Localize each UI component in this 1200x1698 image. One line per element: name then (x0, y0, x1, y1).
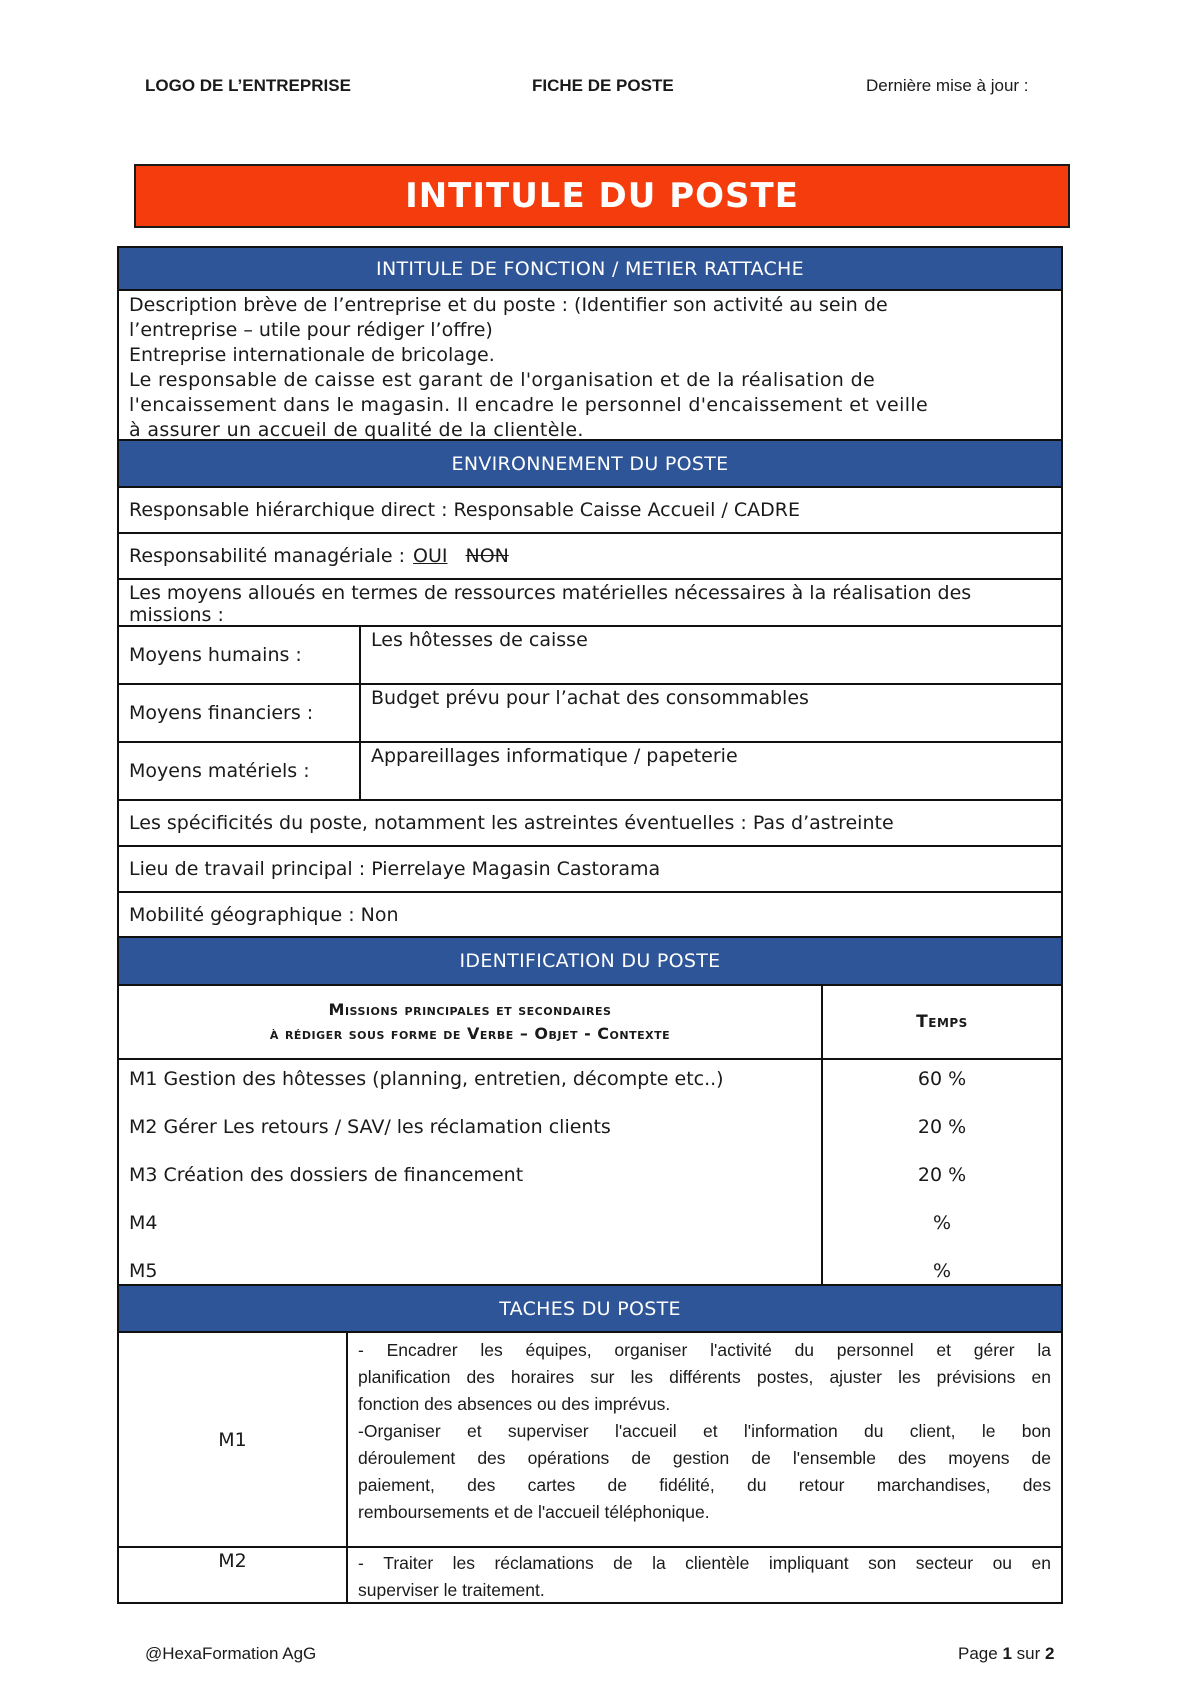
section-taches: TACHES DU POSTE (117, 1286, 1063, 1333)
job-specifics: Les spécificités du poste, notamment les astreintes éventuelles : Pas d’astreinte (117, 801, 1063, 847)
resource-label: Moyens humains : (119, 627, 361, 683)
mission-time: % (932, 1260, 952, 1282)
task-word: de (613, 1553, 633, 1573)
task-line: fonction des absences ou des imprévus. (358, 1394, 671, 1414)
task-word: les (480, 1340, 503, 1360)
page-mid: sur (1016, 1644, 1041, 1663)
managerial-yes: OUI (413, 545, 448, 567)
task-line (358, 1445, 1051, 1472)
task-word: des (897, 1448, 927, 1468)
resources-intro: Les moyens alloués en termes de ressources matérielles nécessaires à la réalisation des missions : (117, 580, 1063, 627)
resource-value: Budget prévu pour l’achat des consommables (371, 687, 809, 709)
task-word: des (1022, 1475, 1051, 1495)
task-word: et (466, 1421, 482, 1441)
resource-label: Moyens financiers : (119, 685, 361, 741)
document-title: FICHE DE POSTE (532, 76, 674, 95)
missions-header-title: Missions principales et secondaires (328, 1000, 612, 1019)
task-word: Encadrer (386, 1340, 458, 1360)
task-word: et (936, 1340, 952, 1360)
description-line: Entreprise internationale de bricolage. (129, 344, 495, 366)
task-word: planification (358, 1367, 451, 1387)
task-word: ou (992, 1553, 1013, 1573)
task-word: le (981, 1421, 996, 1441)
managerial-responsibility (117, 534, 1063, 580)
task-label: M1 (119, 1333, 348, 1546)
resource-row (117, 627, 1063, 685)
section-identification: IDENTIFICATION DU POSTE (117, 938, 1063, 986)
task-word: du (794, 1340, 815, 1360)
task-word: les (630, 1367, 653, 1387)
task-word: des (466, 1367, 495, 1387)
logo-placeholder: LOGO DE L’ENTREPRISE (145, 76, 351, 95)
mission-time: 20 % (917, 1164, 967, 1186)
task-word: du (746, 1475, 767, 1495)
page-prefix: Page (958, 1644, 998, 1663)
task-line: superviser le traitement. (358, 1580, 545, 1600)
mission-time: 60 % (917, 1068, 967, 1090)
task-text (348, 1548, 1061, 1602)
job-title-banner: INTITULE DU POSTE (134, 164, 1070, 228)
last-update-label: Dernière mise à jour : (866, 76, 1029, 95)
task-word: prévisions (936, 1367, 1016, 1387)
task-label: M2 (119, 1548, 348, 1602)
task-word: des (467, 1475, 496, 1495)
task-word: de (751, 1448, 771, 1468)
page-total: 2 (1045, 1644, 1055, 1663)
task-line: remboursements et de l'accueil téléphonique. (358, 1502, 710, 1522)
task-word: impliquant (768, 1553, 849, 1573)
mission-label: M1 Gestion des hôtesses (planning, entretien, décompte etc..) (129, 1068, 724, 1090)
task-word: les (898, 1367, 921, 1387)
task-word: fidélité, (659, 1475, 715, 1495)
task-word: équipes, (525, 1340, 592, 1360)
task-word: organiser (614, 1340, 688, 1360)
task-word: moyens (948, 1448, 1010, 1468)
task-line (358, 1364, 1051, 1391)
resource-row (117, 743, 1063, 801)
task-word: gestion (672, 1448, 730, 1468)
missions-header-subtitle: à rédiger sous forme de Verbe – Objet - Contexte (269, 1024, 671, 1043)
managerial-no: NON (465, 545, 509, 567)
task-word: la (652, 1553, 666, 1573)
task-word: superviser (507, 1421, 589, 1441)
task-row-m2 (117, 1548, 1063, 1604)
task-row-m1 (117, 1333, 1063, 1548)
task-word: ajuster (829, 1367, 882, 1387)
mission-label: M2 Gérer Les retours / SAV/ les réclamation clients (129, 1116, 611, 1138)
mission-label: M5 (129, 1260, 158, 1282)
task-word: l'ensemble (792, 1448, 876, 1468)
missions-body (117, 1060, 1063, 1286)
resource-label: Moyens matériels : (119, 743, 361, 799)
task-word: clientèle (685, 1553, 750, 1573)
task-word: différents (669, 1367, 741, 1387)
task-word: client, (909, 1421, 956, 1441)
footer-credit: @HexaFormation AgG (145, 1644, 317, 1663)
resource-value: Les hôtesses de caisse (371, 629, 588, 651)
work-location: Lieu de travail principal : Pierrelaye Magasin Castorama (117, 847, 1063, 893)
task-word: - (358, 1553, 364, 1573)
description-line: l’entreprise – utile pour rédiger l’offre) (129, 319, 493, 341)
task-line (358, 1418, 1051, 1445)
mission-time: % (932, 1212, 952, 1234)
description-line: à assurer un accueil de qualité de la clientèle. (129, 419, 584, 441)
task-word: son (868, 1553, 897, 1573)
task-word: horaires (510, 1367, 575, 1387)
task-word: marchandises, (876, 1475, 991, 1495)
task-word: gérer (973, 1340, 1015, 1360)
resource-row (117, 685, 1063, 743)
task-line (358, 1472, 1051, 1499)
task-word: cartes (527, 1475, 576, 1495)
task-word: la (1037, 1340, 1051, 1360)
job-sheet-table (117, 246, 1063, 1604)
hierarchical-manager: Responsable hiérarchique direct : Responsable Caisse Accueil / CADRE (117, 488, 1063, 534)
section-fonction: INTITULE DE FONCTION / METIER RATTACHE (117, 246, 1063, 291)
mission-label: M4 (129, 1212, 158, 1234)
page-current: 1 (1002, 1644, 1012, 1663)
task-word: postes, (756, 1367, 814, 1387)
mission-label: M3 Création des dossiers de financement (129, 1164, 524, 1186)
task-word: les (452, 1553, 476, 1573)
task-word: l'activité (710, 1340, 772, 1360)
task-word: Traiter (383, 1553, 434, 1573)
task-word: et (702, 1421, 718, 1441)
mission-time: 20 % (917, 1116, 967, 1138)
task-word: réclamations (494, 1553, 594, 1573)
task-text (348, 1333, 1061, 1546)
task-word: en (1031, 1367, 1051, 1387)
task-word: des (477, 1448, 506, 1468)
task-line (358, 1337, 1051, 1364)
task-word: de (607, 1475, 627, 1495)
missions-header-time: Temps (916, 1012, 968, 1032)
task-word: de (631, 1448, 651, 1468)
description-line: Description brève de l’entreprise et du poste : (Identifier son activité au sein de (129, 294, 888, 316)
task-word: personnel (836, 1340, 914, 1360)
task-word: du (864, 1421, 884, 1441)
section-environnement: ENVIRONNEMENT DU POSTE (117, 441, 1063, 488)
task-word: - (358, 1340, 364, 1360)
task-word: retour (798, 1475, 845, 1495)
task-word: paiement, (358, 1475, 435, 1495)
task-word: bon (1021, 1421, 1051, 1441)
description-block (117, 291, 1063, 441)
task-word: déroulement (358, 1448, 456, 1468)
geographic-mobility: Mobilité géographique : Non (117, 893, 1063, 938)
task-word: de (1031, 1448, 1051, 1468)
missions-header (117, 986, 1063, 1060)
description-line: Le responsable de caisse est garant de l'organisation et de la réalisation de (129, 369, 876, 391)
task-word: en (1031, 1553, 1051, 1573)
resource-value: Appareillages informatique / papeterie (371, 745, 738, 767)
managerial-label: Responsabilité managériale : (129, 545, 406, 567)
task-line (358, 1550, 1051, 1577)
task-word: l'accueil (614, 1421, 677, 1441)
task-word: opérations (527, 1448, 610, 1468)
task-word: sur (590, 1367, 615, 1387)
task-word: -Organiser (358, 1421, 441, 1441)
task-word: l'information (743, 1421, 838, 1441)
page-number (958, 1644, 1054, 1664)
task-word: secteur (915, 1553, 974, 1573)
description-line: l'encaissement dans le magasin. Il encadre le personnel d'encaissement et veille (129, 394, 929, 416)
